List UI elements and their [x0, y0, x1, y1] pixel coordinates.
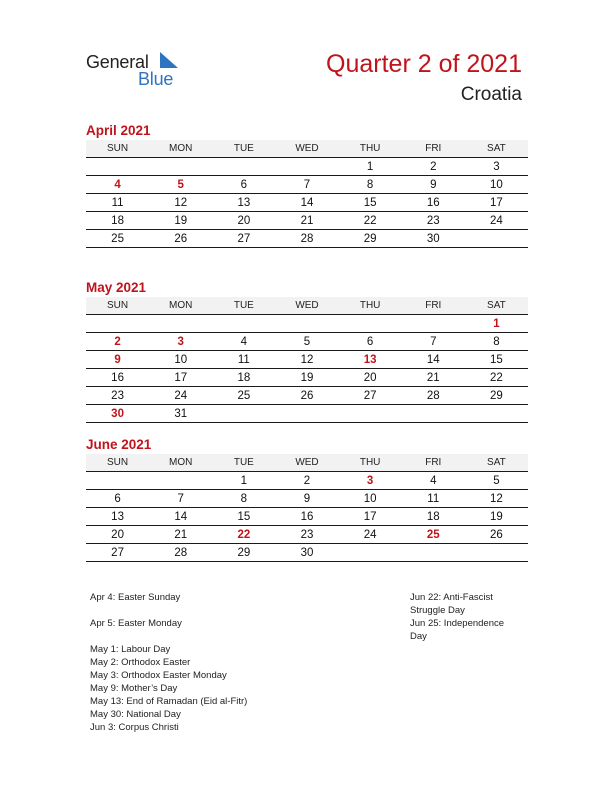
weekday-label: SAT [487, 300, 506, 311]
weekday-label: TUE [233, 143, 254, 154]
day-cell: 29 [490, 389, 503, 402]
day-cell: 6 [366, 335, 374, 348]
week-row [86, 369, 528, 387]
logo-flag-icon [158, 50, 180, 70]
month-may [86, 280, 528, 423]
day-cell: 24 [363, 528, 377, 541]
day-cell: 3 [493, 160, 500, 173]
generalblue-logo [86, 50, 186, 90]
holiday-note: Apr 4: Easter Sunday [90, 592, 181, 603]
day-cell: 29 [237, 546, 251, 559]
weekday-label: THU [359, 300, 381, 311]
day-cell: 25 [111, 232, 124, 245]
logo-word-general: General [86, 52, 149, 72]
week-row [86, 405, 528, 423]
week-row [86, 158, 528, 176]
day-cell: 28 [174, 546, 188, 559]
day-cell: 9 [430, 178, 437, 191]
weekday-label: TUE [233, 457, 254, 468]
day-cell: 10 [490, 178, 503, 191]
weekday-label: WED [295, 457, 319, 468]
day-cell: 23 [426, 214, 440, 227]
day-cell: 28 [300, 232, 314, 245]
day-cell: 3 [177, 335, 184, 348]
day-cell: 12 [300, 353, 314, 366]
week-row [86, 351, 528, 369]
weekday-header-row [86, 140, 528, 158]
day-cell: 18 [426, 510, 440, 523]
day-cell: 30 [111, 407, 124, 420]
day-cell: 21 [300, 214, 314, 227]
holiday-note [90, 604, 290, 617]
weekday-label: SUN [107, 457, 129, 468]
day-cell: 16 [111, 371, 124, 384]
day-cell: 12 [174, 196, 188, 209]
holiday-note: Jun 22: Anti-Fascist Struggle Day [410, 592, 493, 616]
weekday-label: FRI [425, 143, 442, 154]
day-cell: 1 [240, 474, 248, 487]
day-cell: 8 [493, 335, 500, 348]
day-cell: 28 [426, 389, 440, 402]
week-row [86, 490, 528, 508]
week-row [86, 176, 528, 194]
week-row [86, 544, 528, 562]
day-cell: 22 [237, 528, 251, 541]
day-cell: 1 [366, 160, 374, 173]
day-cell: 5 [493, 474, 500, 487]
day-cell: 17 [490, 196, 503, 209]
day-cell: 15 [490, 353, 503, 366]
day-cell: 13 [111, 510, 124, 523]
day-cell: 14 [300, 196, 314, 209]
day-cell: 21 [426, 371, 440, 384]
holiday-note: May 30: National Day [90, 709, 181, 720]
day-cell: 27 [363, 389, 377, 402]
month-title: June 2021 [86, 437, 152, 452]
day-cell: 30 [300, 546, 314, 559]
holiday-note: May 9: Mother’s Day [90, 683, 178, 694]
holiday-note: May 2: Orthodox Easter [90, 657, 191, 668]
day-cell: 29 [363, 232, 377, 245]
weekday-label: FRI [425, 457, 442, 468]
holiday-list-left [90, 591, 290, 734]
holiday-note: Jun 25: Independence Day [410, 618, 505, 642]
day-cell: 6 [240, 178, 248, 191]
day-cell: 26 [490, 528, 503, 541]
weekday-label: MON [169, 457, 193, 468]
day-cell: 22 [490, 371, 503, 384]
day-cell: 10 [363, 492, 377, 505]
week-row [86, 508, 528, 526]
holiday-note: May 3: Orthodox Easter Monday [90, 670, 227, 681]
day-cell: 8 [240, 492, 248, 505]
day-cell: 11 [111, 196, 124, 209]
week-row [86, 387, 528, 405]
day-cell: 10 [174, 353, 188, 366]
day-cell: 7 [303, 178, 311, 191]
weekday-header-row [86, 297, 528, 315]
day-cell: 23 [300, 528, 314, 541]
day-cell: 19 [300, 371, 314, 384]
day-cell: 5 [177, 178, 184, 191]
day-cell: 18 [237, 371, 251, 384]
day-cell: 26 [300, 389, 314, 402]
day-cell: 3 [366, 474, 374, 487]
week-row [86, 212, 528, 230]
day-cell: 4 [430, 474, 437, 487]
day-cell: 5 [303, 335, 311, 348]
day-cell: 27 [237, 232, 251, 245]
weekday-label: THU [359, 143, 381, 154]
day-cell: 4 [240, 335, 248, 348]
day-cell: 20 [363, 371, 377, 384]
month-title: May 2021 [86, 280, 147, 295]
month-title: April 2021 [86, 123, 151, 138]
day-cell: 22 [363, 214, 377, 227]
weekday-label: MON [169, 143, 193, 154]
weekday-label: SAT [487, 143, 506, 154]
weekday-label: THU [359, 457, 381, 468]
holiday-note: May 1: Labour Day [90, 644, 171, 655]
month-april [86, 123, 528, 248]
day-cell: 21 [174, 528, 188, 541]
month-june [86, 437, 528, 562]
day-cell: 19 [490, 510, 503, 523]
day-cell: 7 [430, 335, 437, 348]
holiday-note: May 13: End of Ramadan (Eid al-Fitr) [90, 696, 248, 707]
week-row [86, 315, 528, 333]
day-cell: 25 [237, 389, 251, 402]
day-cell: 16 [426, 196, 440, 209]
weekday-header-row [86, 454, 528, 472]
day-cell: 17 [174, 371, 188, 384]
day-cell: 31 [174, 407, 188, 420]
weekday-label: SUN [107, 300, 129, 311]
weekday-label: SUN [107, 143, 129, 154]
day-cell: 26 [174, 232, 188, 245]
day-cell: 17 [363, 510, 377, 523]
week-row [86, 230, 528, 248]
holiday-note: Jun 3: Corpus Christi [90, 722, 179, 733]
day-cell: 11 [237, 353, 250, 366]
day-cell: 6 [114, 492, 121, 505]
day-cell: 2 [430, 160, 437, 173]
weekday-label: SAT [487, 457, 506, 468]
day-cell: 11 [427, 492, 440, 505]
week-row [86, 526, 528, 544]
weekday-label: MON [169, 300, 193, 311]
day-cell: 20 [111, 528, 124, 541]
day-cell: 12 [490, 492, 503, 505]
day-cell: 18 [111, 214, 124, 227]
quarter-title: Quarter 2 of 2021 [326, 50, 522, 78]
holiday-list-right [410, 591, 530, 643]
week-row [86, 194, 528, 212]
week-row [86, 472, 528, 490]
holiday-note [90, 630, 290, 643]
day-cell: 15 [237, 510, 251, 523]
day-cell: 14 [426, 353, 440, 366]
day-cell: 2 [303, 474, 311, 487]
day-cell: 1 [493, 317, 500, 330]
day-cell: 2 [114, 335, 121, 348]
day-cell: 19 [174, 214, 188, 227]
weekday-label: WED [295, 143, 319, 154]
day-cell: 7 [177, 492, 184, 505]
day-cell: 9 [303, 492, 311, 505]
weekday-label: TUE [233, 300, 254, 311]
logo-word-blue: Blue [138, 69, 174, 89]
day-cell: 15 [363, 196, 377, 209]
day-cell: 13 [237, 196, 251, 209]
day-cell: 23 [111, 389, 124, 402]
day-cell: 24 [490, 214, 503, 227]
weekday-label: WED [295, 300, 319, 311]
day-cell: 14 [174, 510, 188, 523]
day-cell: 9 [114, 353, 121, 366]
day-cell: 8 [366, 178, 374, 191]
day-cell: 27 [111, 546, 124, 559]
holiday-note: Apr 5: Easter Monday [90, 618, 182, 629]
day-cell: 24 [174, 389, 188, 402]
day-cell: 4 [114, 178, 121, 191]
week-row [86, 333, 528, 351]
day-cell: 20 [237, 214, 251, 227]
day-cell: 25 [426, 528, 440, 541]
weekday-label: FRI [425, 300, 442, 311]
day-cell: 13 [363, 353, 377, 366]
day-cell: 30 [426, 232, 440, 245]
day-cell: 16 [300, 510, 314, 523]
country-name: Croatia [460, 84, 522, 105]
